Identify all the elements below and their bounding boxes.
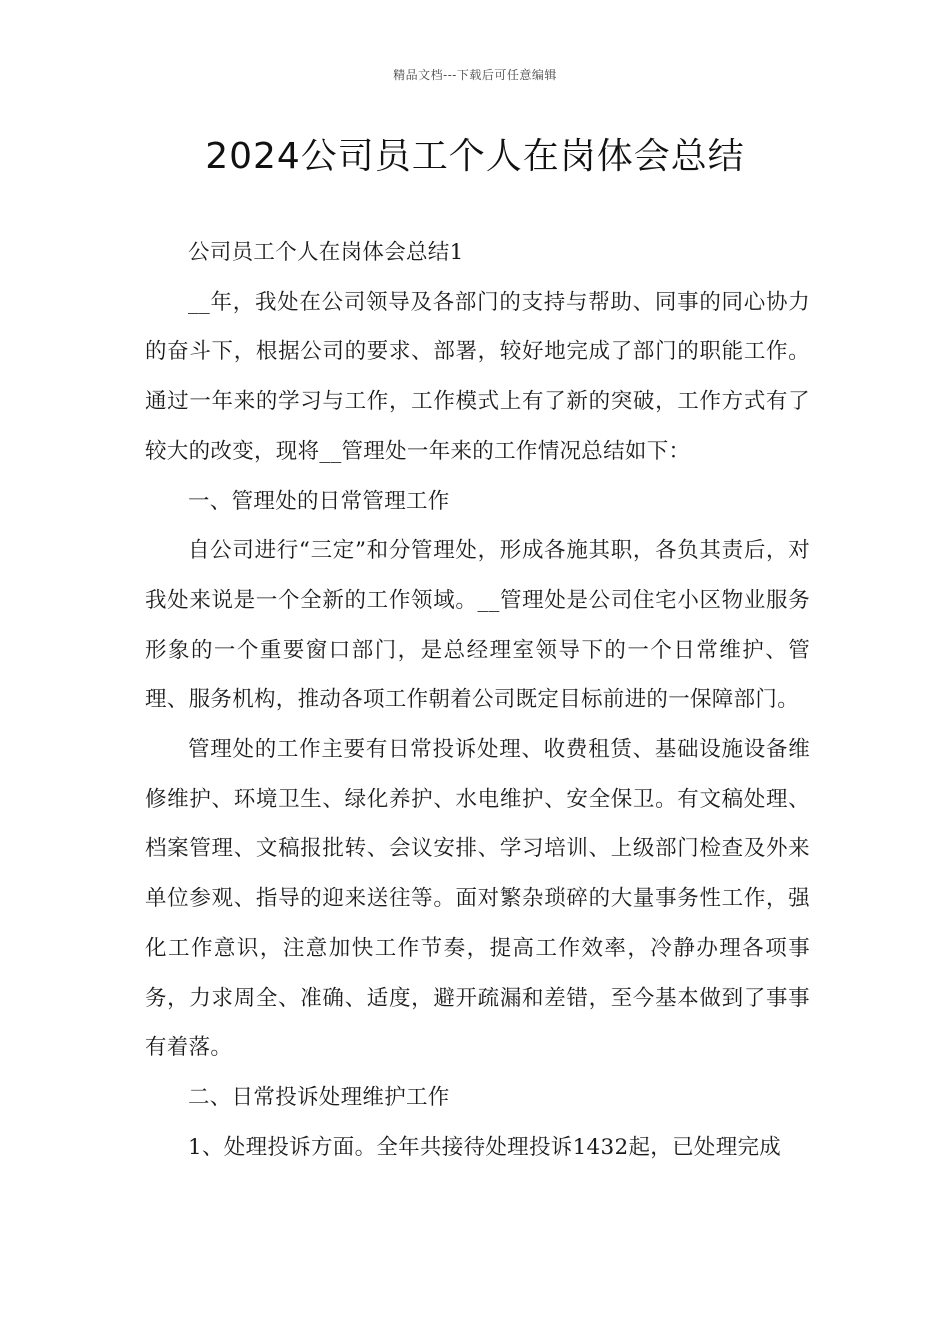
section-heading: 公司员工个人在岗体会总结1 (188, 240, 464, 265)
section-heading: 一、管理处的日常管理工作 (188, 488, 450, 514)
paragraph: 自公司进行“三定”和分管理处，形成各施其职，各负其责后，对我处来说是一个全新的工作领域。__管理处是公司住宅小区物业服务形象的一个重要窗口部门，是总经理室领导下的一个日常维护、管理、服务机构，推动各项工作朝着公司既定目标前进的一保障部门。 (145, 538, 810, 713)
header-note: 精品文档---下载后可任意编辑 (393, 68, 557, 82)
paragraph: 管理处的工作主要有日常投诉处理、收费租赁、基础设施设备维修维护、环境卫生、绿化养护、水电维护、安全保卫。有文稿处理、档案管理、文稿报批转、会议安排、学习培训、上级部门检查及外来单位参观、指导的迎来送往等。面对繁杂琐碎的大量事务性工作，强化工作意识，注意加快工作节奏，提高工作效率，冷静办理各项事务，力求周全、准确、适度，避开疏漏和差错，至今基本做到了事事有着落。 (145, 737, 810, 1061)
section-heading: 二、日常投诉处理维护工作 (188, 1084, 450, 1110)
paragraph: __年，我处在公司领导及各部门的支持与帮助、同事的同心协力的奋斗下，根据公司的要求、部署，较好地完成了部门的职能工作。通过一年来的学习与工作，工作模式上有了新的突破，工作方式有了较大的改变，现将__管理处一年来的工作情况总结如下： (145, 289, 810, 464)
document-title: 2024公司员工个人在岗体会总结 (205, 136, 745, 177)
document-body (145, 228, 810, 1172)
paragraph: 1、处理投诉方面。全年共接待处理投诉1432起，已处理完成 (188, 1134, 782, 1160)
